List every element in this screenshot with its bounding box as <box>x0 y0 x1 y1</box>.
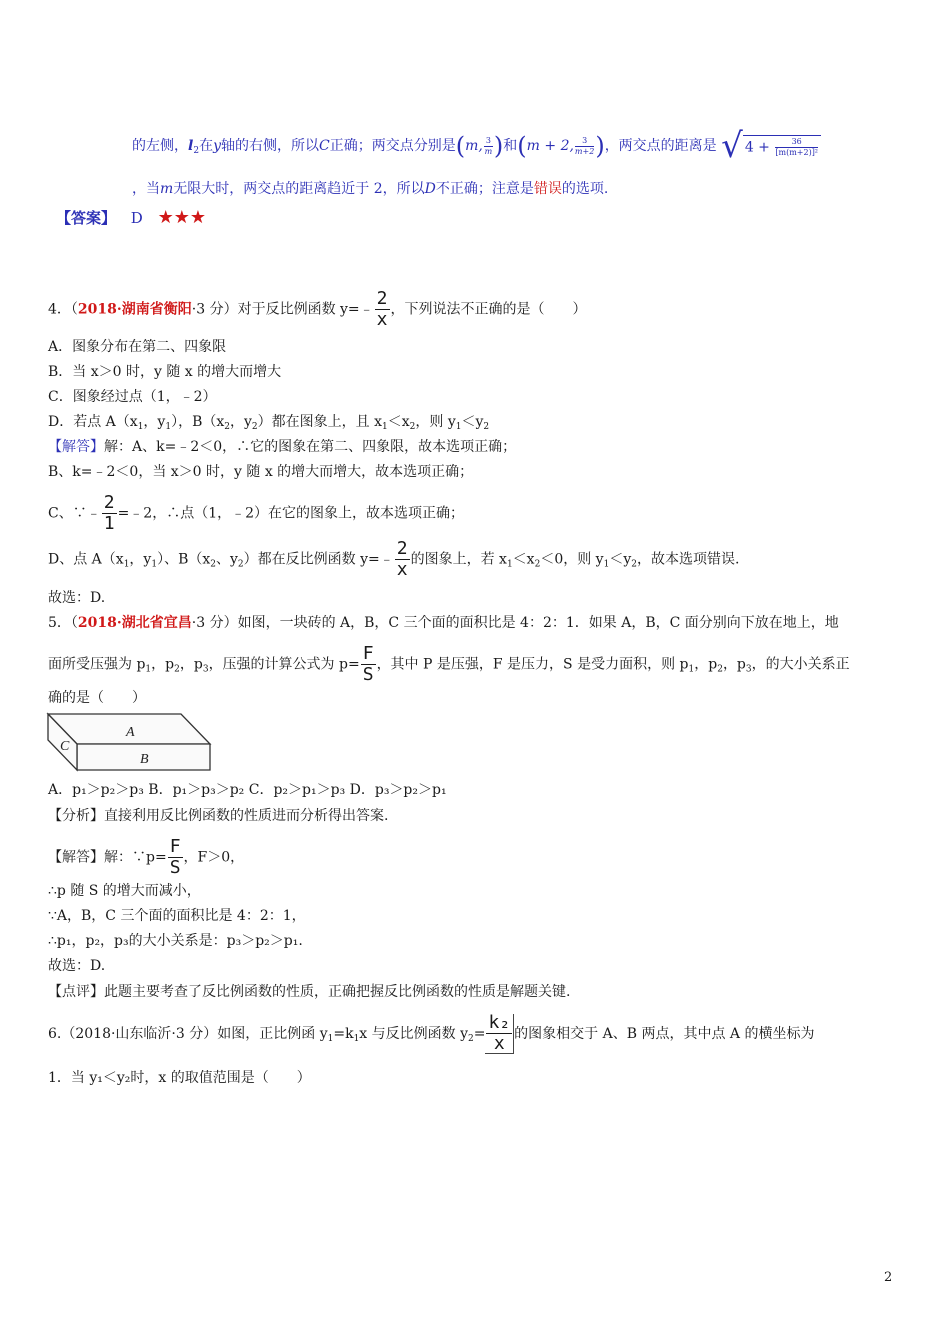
face-label-a: A <box>126 725 135 740</box>
text: =k <box>333 1026 354 1042</box>
sub: 1 <box>688 664 695 675</box>
sub: 1 <box>145 664 152 675</box>
q5-options: A．p₁＞p₂＞p₃ B．p₁＞p₃＞p₂ C．p₂＞p₁＞p₃ D．p₃＞p₂＞p₁ <box>48 782 447 798</box>
prev-solution-line-2 <box>132 178 608 198</box>
q6-stem-line-2: 1．当 y₁＜y₂时，x 的取值范围是（ ） <box>48 1070 311 1086</box>
text: ，p <box>151 656 175 673</box>
sub: 1 <box>123 559 130 570</box>
answer-value: D <box>130 209 143 227</box>
text: 解：A、k=﹣2＜0，∴它的图象在第二、四象限，故本选项正确； <box>104 439 517 455</box>
paren: ( <box>517 132 527 160</box>
denominator: m <box>484 146 493 156</box>
text: ·3 分）如图，一块砖的 A，B，C 三个面的面积比是 4：2：1．如果 A，B，C 面分别向下放在地上，地 <box>191 615 839 631</box>
text: 6.（2018·山东临沂·3 分）如图，正比例函 y <box>48 1026 328 1042</box>
text: C、∵﹣ <box>48 505 101 522</box>
text: 不正确；注意是 <box>435 181 534 197</box>
text: 面所受压强为 p <box>48 656 146 673</box>
q4-stem <box>48 290 587 329</box>
text: D、点 A（x <box>48 551 124 568</box>
brick-figure <box>46 712 214 772</box>
sub: 1 <box>455 422 462 432</box>
fraction <box>168 838 183 877</box>
sub: 2 <box>224 422 230 432</box>
sub: 1 <box>327 1034 334 1044</box>
text: ，y <box>129 551 152 568</box>
fraction <box>484 137 493 156</box>
var-l: l <box>188 138 194 154</box>
difficulty-stars: ★★★ <box>157 207 207 228</box>
paren: ) <box>595 132 605 160</box>
q5-comment: 【点评】此题主要考查了反比例函数的性质，正确把握反比例函数的性质是解题关键. <box>48 984 571 1000</box>
text: 正确；两交点分别是 <box>329 138 456 154</box>
text: ，下列说法不正确的是（ ） <box>390 301 587 318</box>
q5-source: 2018·湖北省宜昌 <box>77 615 192 631</box>
sub: 3 <box>745 664 752 675</box>
denominator: m+2 <box>574 146 595 156</box>
sub: 2 <box>409 422 416 432</box>
sub: 2 <box>193 146 200 156</box>
text: ，其中 P 是压强，F 是压力，S 是受力面积，则 p <box>376 656 689 673</box>
numerator: 2 <box>396 538 408 559</box>
face-label-c: C <box>60 739 70 754</box>
answer-line <box>56 207 206 228</box>
paren: ) <box>493 132 504 160</box>
sub: 1 <box>165 422 172 432</box>
denominator: S <box>362 664 374 685</box>
fraction <box>102 494 117 533</box>
sub: 2 <box>237 559 244 570</box>
sub: 2 <box>174 664 180 675</box>
text: ），B（x <box>171 414 225 430</box>
numerator: 3 <box>575 137 594 147</box>
fraction <box>361 645 376 684</box>
var-m: m <box>160 181 174 197</box>
text: ＜x <box>512 551 535 568</box>
var-C: C <box>318 138 330 154</box>
text: ，当 <box>132 181 160 197</box>
q5-stem-line-1 <box>48 612 839 632</box>
q5-stem-line-2 <box>48 645 850 684</box>
denominator: x <box>396 559 408 580</box>
denominator: x <box>493 1033 505 1054</box>
radical-sign: √ <box>721 126 743 166</box>
q6-stem-line-1 <box>48 1014 814 1054</box>
text: ，压强的计算公式为 p= <box>208 656 360 673</box>
numerator: F <box>169 836 181 857</box>
sub: 2 <box>534 559 541 570</box>
text: =﹣2，∴点（1，﹣2）在它的图象上，故本选项正确； <box>117 505 465 522</box>
q5-solution <box>48 838 244 877</box>
q5-step-2: ∵A，B，C 三个面的面积比是 4：2：1， <box>48 908 306 924</box>
q4-option-c: C．图象经过点（1，﹣2） <box>48 389 217 405</box>
answer-label: 【答案】 <box>56 209 117 227</box>
text: ，y <box>143 414 166 430</box>
text: 4 + <box>744 139 770 156</box>
radicand <box>743 135 821 157</box>
paren: ( <box>455 132 466 160</box>
sqrt-expression <box>721 126 821 166</box>
fraction <box>575 137 594 156</box>
q4-solution-d <box>48 540 739 579</box>
q4-option-d <box>48 411 489 432</box>
q4-option-a: A．图象分布在第二、四象限 <box>48 339 227 355</box>
page-number: 2 <box>884 1270 893 1285</box>
q4-source: 2018·湖南省衡阳 <box>77 301 192 318</box>
fraction <box>486 1014 512 1053</box>
text: ，F＞0， <box>183 849 245 866</box>
sub: 3 <box>202 664 209 675</box>
sub: 2 <box>251 422 258 432</box>
q4-option-b: B．当 x＞0 时，y 随 x 的增大而增大 <box>48 364 282 380</box>
q4-solution-c <box>48 494 464 533</box>
sub: 1 <box>137 422 144 432</box>
text: ，两交点的距离是 <box>604 138 717 154</box>
prev-solution-line-1 <box>132 126 821 166</box>
text: ，故本选项错误. <box>637 551 740 568</box>
numerator: 3 <box>485 135 491 145</box>
text: 4．（ <box>48 301 78 318</box>
denominator: [m(m+2)]² <box>775 148 819 157</box>
sub: 2 <box>483 422 490 432</box>
q5-step-1: ∴p 随 S 的增大而减小， <box>48 883 201 899</box>
text: ，y <box>230 414 252 430</box>
fraction <box>395 540 410 579</box>
text: ＜y <box>609 551 632 568</box>
var-m: m, <box>465 138 483 154</box>
text: ＜y <box>461 414 484 430</box>
sub: 2 <box>717 664 723 675</box>
text: ·3 分）对于反比例函数 y=﹣ <box>191 301 374 318</box>
text: 和 <box>503 138 518 154</box>
text: x 与反比例函数 y <box>359 1026 469 1042</box>
sub: 1 <box>603 559 610 570</box>
text: ，的大小关系正 <box>751 656 850 673</box>
text: ，则 y <box>415 414 456 430</box>
q5-analysis: 【分析】直接利用反比例函数的性质进而分析得出答案. <box>48 808 389 824</box>
sub: 1 <box>151 559 158 570</box>
text: ）都在图象上，且 x <box>257 414 383 430</box>
q4-choose: 故选：D. <box>48 590 106 606</box>
fraction <box>375 290 390 329</box>
text: D．若点 A（x <box>48 414 138 430</box>
numerator: 2 <box>103 492 115 513</box>
var-m: m + 2, <box>526 138 574 154</box>
text: 【解答】解：∵p= <box>48 849 167 866</box>
var-D: D <box>424 181 436 197</box>
text: 的选项. <box>561 181 609 197</box>
denominator: S <box>169 857 181 878</box>
text: 无限大时，两交点的距离趋近于 2，所以 <box>173 181 425 197</box>
text: 5．（ <box>48 615 78 631</box>
q4-solution-b: B、k=﹣2＜0，当 x＞0 时，y 随 x 的增大而增大，故本选项正确； <box>48 464 474 480</box>
text: ，p <box>722 656 746 673</box>
numerator: k₂ <box>488 1012 511 1033</box>
text: 在 <box>199 138 214 154</box>
numerator: 36 <box>775 138 818 148</box>
text: ＜x <box>387 414 410 430</box>
sub: 1 <box>382 422 388 432</box>
denominator: x <box>376 309 388 330</box>
text: ）都在反比例函数 y=﹣ <box>243 551 394 568</box>
q5-stem-line-3: 确的是（ ） <box>48 690 146 706</box>
numerator: F <box>362 643 374 664</box>
sub: 2 <box>210 559 216 570</box>
text: ，p <box>179 656 203 673</box>
face-label-b: B <box>140 752 149 767</box>
text: 、y <box>216 551 238 568</box>
q5-choose: 故选：D. <box>48 958 106 974</box>
solution-label: 【解答】 <box>48 439 104 455</box>
text: 的左侧， <box>132 138 188 154</box>
fraction <box>775 138 818 157</box>
text: 轴的右侧，所以 <box>220 138 319 154</box>
text: ）、B（x <box>157 551 211 568</box>
sub: 1 <box>506 559 513 570</box>
var-y: y <box>213 138 221 154</box>
sub: 2 <box>631 559 637 570</box>
text: ，p <box>694 656 718 673</box>
text: = <box>473 1026 486 1042</box>
numerator: 2 <box>376 288 388 309</box>
q5-step-3: ∴p₁，p₂，p₃的大小关系是：p₃＞p₂＞p₁. <box>48 933 303 949</box>
text: ＜0，则 y <box>540 551 604 568</box>
text: 的图象相交于 A、B 两点，其中点 A 的横坐标为 <box>514 1026 815 1042</box>
sub: 2 <box>468 1034 474 1044</box>
sub: 1 <box>353 1034 360 1044</box>
highlight-error: 错误 <box>533 181 562 197</box>
k2-fraction-box <box>485 1014 514 1054</box>
denominator: 1 <box>103 513 115 534</box>
q4-solution-a <box>48 436 516 456</box>
text: 的图象上，若 x <box>410 551 507 568</box>
